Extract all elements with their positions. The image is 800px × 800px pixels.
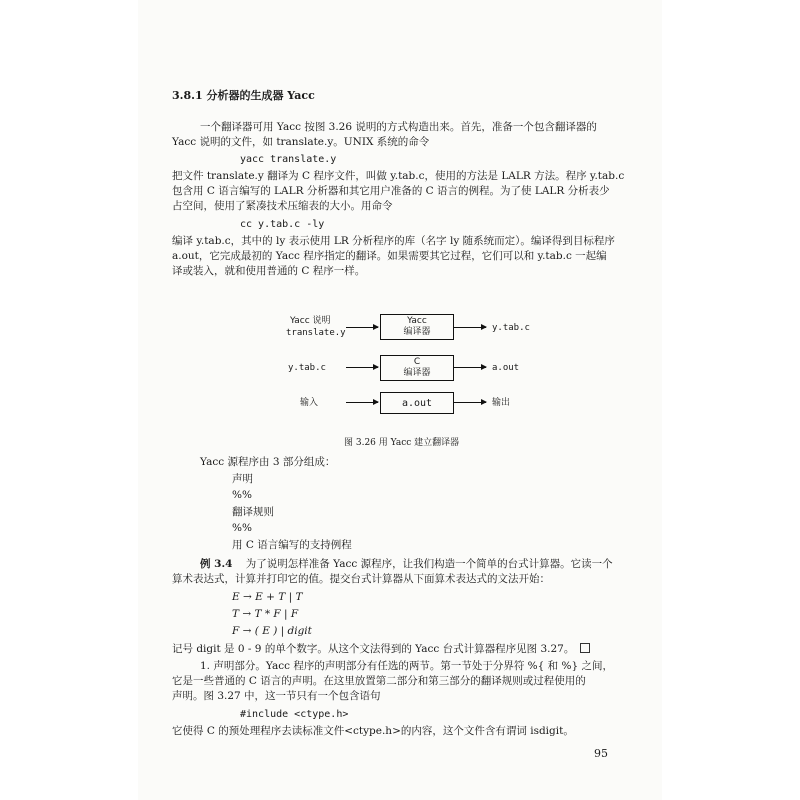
paragraph-line: 它是一些普通的 C 语言的声明。在这里放置第二部分和第三部分的翻译规则或过程使用的	[172, 675, 586, 687]
row2-output-label: a.out	[492, 363, 520, 373]
c-compiler-box	[380, 355, 454, 381]
paragraph-line: Yacc 说明的文件，如 translate.y。UNIX 系统的命令	[172, 136, 430, 148]
structure-item: 翻译规则	[232, 506, 274, 518]
paragraph-line: 把文件 translate.y 翻译为 C 程序文件，叫做 y.tab.c，使用的方法是 LALR 方法。程序 y.tab.c	[172, 170, 625, 182]
a-out-box-label: a.out	[401, 397, 433, 409]
row2-in-arrow	[346, 367, 378, 368]
row1-in-arrow	[346, 327, 378, 328]
page-content	[138, 0, 662, 800]
example-line	[200, 557, 613, 572]
digit-note: 记号 digit 是 0 - 9 的单个数字。从这个文法得到的 Yacc 台式计算器程序见图 3.27。	[172, 643, 575, 655]
grammar-rule: T → T * F | F	[232, 608, 299, 620]
paragraph-line: 算术表达式，计算并打印它的值。提交台式计算器从下面算术表达式的文法开始：	[172, 573, 550, 585]
structure-item: 声明	[232, 473, 253, 485]
paragraph-line: 包含用 C 语言编写的 LALR 分析器和其它用户准备的 C 语言的例程。为了使 LALR 分析表少	[172, 185, 610, 197]
page-number: 95	[594, 747, 608, 760]
structure-separator: %%	[232, 489, 252, 501]
yacc-compiler-box	[380, 314, 454, 340]
row1-input-label: Yacc 说明	[290, 316, 331, 326]
figure-3-26-diagram	[286, 312, 546, 420]
row3-input-label: 输入	[300, 398, 319, 408]
book-page	[138, 0, 662, 800]
yacc-box-line1: Yacc	[407, 316, 427, 326]
row3-out-arrow	[454, 402, 486, 403]
structure-separator: %%	[232, 522, 252, 534]
grammar-rule: E → E + T | T	[232, 591, 303, 603]
grammar-rule: F → ( E ) | digit	[232, 625, 312, 637]
row1-out-arrow	[454, 327, 486, 328]
end-of-example-icon	[580, 643, 590, 653]
structure-item: 用 C 语言编写的支持例程	[232, 539, 352, 551]
command-line: cc y.tab.c -ly	[240, 219, 325, 230]
paragraph-line: 译或装入，就和使用普通的 C 程序一样。	[172, 265, 366, 277]
paragraph-line: a.out，它完成最初的 Yacc 程序指定的翻译。如果需要其它过程，它们可以和 y.tab.c 一起编	[172, 250, 607, 262]
paragraph-line: 占空间，使用了紧凑技术压缩表的大小。用命令	[172, 200, 393, 212]
paragraph-line: 1. 声明部分。Yacc 程序的声明部分有任选的两节。第一节处于分界符 %{ 和 %} 之间，	[200, 660, 613, 672]
include-statement: #include <ctype.h>	[240, 709, 349, 720]
row1-output-label: y.tab.c	[492, 323, 530, 333]
example-label: 例 3.4	[200, 558, 233, 570]
row2-input-label: y.tab.c	[288, 363, 326, 373]
row3-output-label: 输出	[492, 398, 511, 408]
yacc-box-line2: 编译器	[403, 327, 431, 337]
row1-input-file: translate.y	[286, 328, 346, 338]
a-out-box	[380, 392, 454, 414]
c-box-line1: C	[413, 357, 421, 367]
digit-note-line	[172, 642, 590, 657]
paragraph-line: Yacc 源程序由 3 部分组成：	[200, 456, 336, 468]
row3-in-arrow	[346, 402, 378, 403]
paragraph-line: 声明。图 3.27 中，这一节只有一个包含语句	[172, 690, 381, 702]
example-text: 为了说明怎样准备 Yacc 源程序，让我们构造一个简单的台式计算器。它读一个	[245, 558, 613, 570]
figure-caption: 图 3.26 用 Yacc 建立翻译器	[344, 438, 460, 448]
paragraph-line: 编译 y.tab.c，其中的 ly 表示使用 LR 分析程序的库（名字 ly 随系统而定）。编译得到目标程序	[172, 235, 615, 247]
command-line: yacc translate.y	[240, 154, 337, 165]
paragraph-line: 一个翻译器可用 Yacc 按图 3.26 说明的方式构造出来。首先，准备一个包含翻译器的	[200, 121, 597, 133]
c-box-line2: 编译器	[403, 368, 431, 378]
row2-out-arrow	[454, 367, 486, 368]
paragraph-line: 它使得 C 的预处理程序去读标准文件<ctype.h>的内容，这个文件含有谓词 isdigit。	[172, 725, 574, 737]
section-heading: 3.8.1 分析器的生成器 Yacc	[172, 89, 315, 102]
